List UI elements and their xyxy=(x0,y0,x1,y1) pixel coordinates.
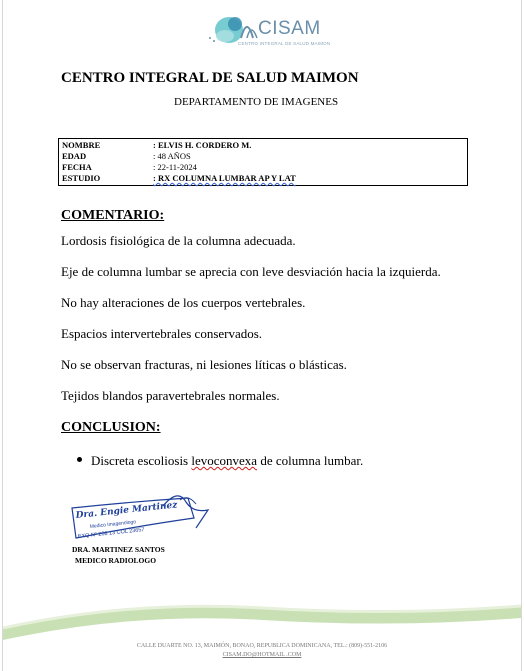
nombre-label: NOMBRE xyxy=(62,140,101,150)
signer-title: MEDICO RADIOLOGO xyxy=(75,556,157,565)
footer-wave xyxy=(3,598,521,671)
conclusion-text-end: de columna lumbar. xyxy=(257,453,364,468)
stamp-name: Dra. Engie Martinez xyxy=(75,500,178,521)
comentario-line: Tejidos blandos paravertebrales normales. xyxy=(61,388,280,403)
comentario-heading: COMENTARIO: xyxy=(61,208,165,223)
estudio-label: ESTUDIO xyxy=(62,173,101,183)
spellcheck-flagged-word: levoconvexa xyxy=(191,453,258,468)
edad-value: : 48 AÑOS xyxy=(153,151,191,161)
comentario-line: No se observan fracturas, ni lesiones líticas o blásticas. xyxy=(61,357,347,372)
comentario-line: Lordosis fisiológica de la columna adecuada. xyxy=(61,233,296,248)
stamp-exeq: EXQ Nº 208 13 COL 23657 xyxy=(77,527,145,540)
conclusion-bullet xyxy=(91,453,363,469)
conclusion-text-start: Discreta escoliosis xyxy=(91,453,192,468)
page-edge-left xyxy=(2,0,3,671)
edad-label: EDAD xyxy=(62,151,87,161)
logo-emblem-icon xyxy=(205,8,265,54)
logo-subtitle: CENTRO INTEGRAL DE SALUD MAIMON xyxy=(238,41,331,46)
estudio-value: : RX COLUMNA LUMBAR AP Y LAT xyxy=(153,173,296,183)
center-title: CENTRO INTEGRAL DE SALUD MAIMON xyxy=(61,70,359,86)
footer-address: CALLE DUARTE NO. 13, MAIMÓN, BONAO, REPUBLICA DOMINICANA, TEL.: (809)-551-2106 xyxy=(136,643,388,649)
page-edge-right xyxy=(521,0,522,671)
bullet-icon xyxy=(77,457,82,462)
fecha-label: FECHA xyxy=(62,162,92,172)
signer-name: DRA. MARTINEZ SANTOS xyxy=(72,545,165,554)
stamp-title: Medico Imagenologo xyxy=(89,519,137,530)
comentario-line: Eje de columna lumbar se aprecia con leve desviación hacia la izquierda. xyxy=(61,264,441,279)
nombre-value: : ELVIS H. CORDERO M. xyxy=(153,140,252,150)
comentario-line: Espacios intervertebrales conservados. xyxy=(61,326,263,341)
comentario-line: No hay alteraciones de los cuerpos vertebrales. xyxy=(61,295,306,310)
signature-stamp xyxy=(68,488,218,543)
footer-email-link[interactable]: CISAM.DO@HOTMAIL .COM xyxy=(222,652,302,658)
conclusion-heading: CONCLUSION: xyxy=(61,420,161,435)
cisam-logo xyxy=(205,8,330,54)
logo-name: CISAM xyxy=(258,18,321,39)
fecha-value: : 22-11-2024 xyxy=(153,162,197,172)
department-title: DEPARTAMENTO DE IMAGENES xyxy=(174,96,339,108)
patient-info-box xyxy=(58,138,468,186)
